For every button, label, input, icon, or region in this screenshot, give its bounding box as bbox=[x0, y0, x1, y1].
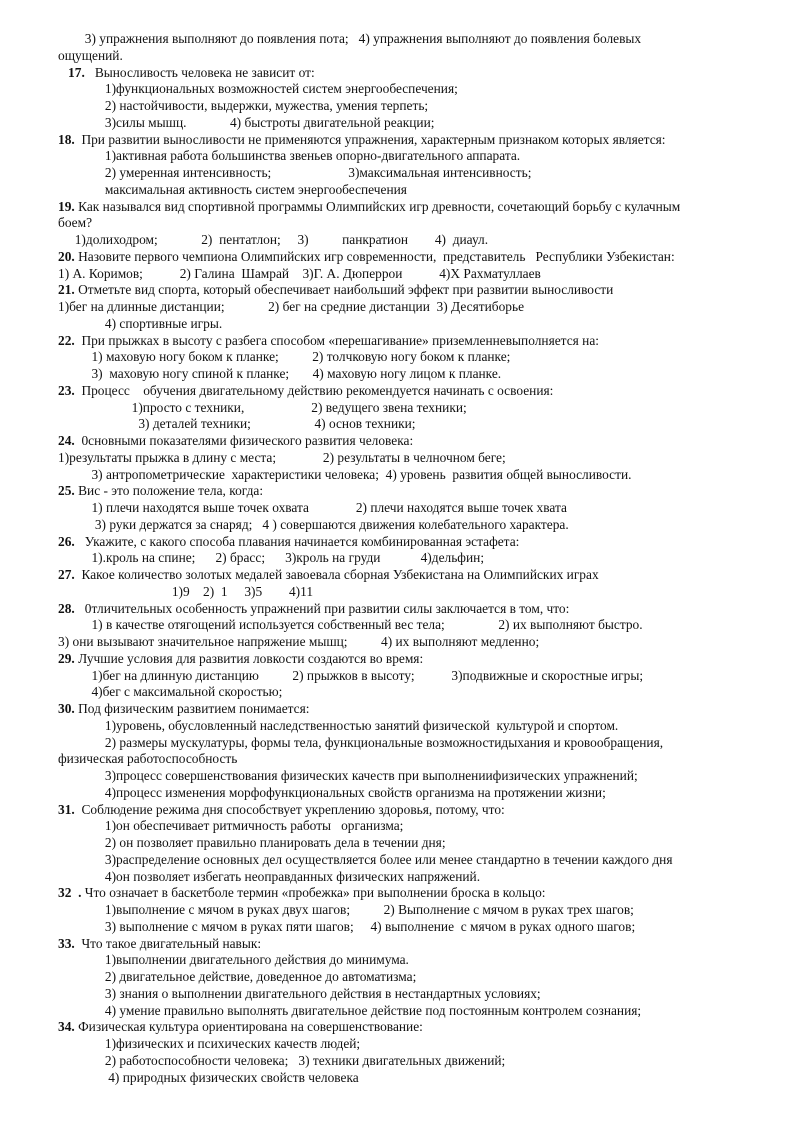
text-line: 4) природных физических свойств человека bbox=[58, 1069, 359, 1085]
text-line: 27. Какое количество золотых медалей завоевала сборная Узбекистана на Олимпийских играх bbox=[58, 567, 599, 582]
question-number: 34. bbox=[58, 1019, 75, 1035]
text-line: 1)активная работа большинства звеньев опорно-двигательного аппарата. bbox=[58, 148, 521, 164]
question-number: 21. bbox=[58, 282, 75, 298]
question-number: 23. bbox=[58, 382, 75, 398]
text-line: 32 . Что означает в баскетболе термин «пробежка» при выполнении броска в кольцо: bbox=[58, 885, 546, 901]
question-number: 30. bbox=[58, 701, 75, 716]
text-line: 22. При прыжках в высоту с разбега способом «перешагивание» приземленневыполняется на: bbox=[58, 332, 599, 348]
text-line: 20. Назовите первого чемпиона Олимпийских игр современности, представитель Республики Узбекистан: bbox=[58, 248, 675, 264]
text-line: 3) руки держатся за снаряд; 4 ) совершаются движения колебательного характера. bbox=[58, 516, 569, 532]
text-line: 3)процесс совершенствования физических качеств при выполнениифизических упражнений; bbox=[58, 768, 638, 783]
text-line: 1)физических и психических качеств людей; bbox=[58, 1036, 361, 1051]
text-line: 4)бег с максимальной скоростью; bbox=[58, 684, 283, 700]
text-line: 1) в качестве отягощений используется собственный вес тела; 2) их выполняют быстро. bbox=[58, 617, 643, 633]
question-number: 27. bbox=[58, 567, 75, 582]
question-number: 20. bbox=[58, 248, 75, 264]
text-line: 4) умение правильно выполнять двигательное действие под постоянным контролем сознания; bbox=[58, 1002, 642, 1018]
text-line: 1)выполнение с мячом в руках двух шагов; 2) Выполнение с мячом в руках трех шагов; bbox=[58, 902, 634, 917]
text-line: боем? bbox=[58, 215, 93, 231]
text-line: 3)силы мышц. 4) быстроты двигательной реакции; bbox=[58, 114, 435, 130]
text-line: 30. Под физическим развитием понимается: bbox=[58, 701, 310, 716]
text-line: 26. Укажите, с какого способа плавания начинается комбинированная эстафета: bbox=[58, 533, 520, 549]
question-number: 28. bbox=[58, 600, 75, 616]
text-line: 2) он позволяет правильно планировать дела в течении дня; bbox=[58, 835, 446, 850]
text-line: 1)9 2) 1 3)5 4)11 bbox=[58, 583, 314, 599]
question-number: 17. bbox=[68, 64, 85, 80]
text-line: 1) А. Коримов; 2) Галина Шамрай 3)Г. А. Дюперрои 4)Х Рахматуллаев bbox=[58, 265, 541, 281]
text-line: 1)долиходром; 2) пентатлон; 3) панкратион 4) диаул. bbox=[58, 232, 489, 247]
text-line: 3) деталей техники; 4) основ техники; bbox=[58, 416, 416, 432]
text-line: 1)уровень, обусловленный наследственностью занятий физической культурой и спортом. bbox=[58, 717, 619, 733]
text-line: 3) упражнения выполняют до появления пота; 4) упражнения выполняют до появления болевых bbox=[58, 31, 642, 46]
text-line: 3) антропометрические характеристики человека; 4) уровень развития общей выносливости. bbox=[58, 466, 632, 482]
question-number: 18. bbox=[58, 131, 75, 147]
question-number: 32 . bbox=[58, 885, 82, 901]
text-line: 28. 0тличительных особенность упражнений при развитии силы заключается в том, что: bbox=[58, 600, 570, 616]
text-line: 2) работоспособности человека; 3) техники двигательных движений; bbox=[58, 1052, 506, 1068]
text-line: 3) знания о выполнении двигательного действия в нестандартных условиях; bbox=[58, 985, 541, 1001]
text-line: 1)бег на длинные дистанции; 2) бег на средние дистанции 3) Десятиборье bbox=[58, 299, 525, 314]
text-line: 1)результаты прыжка в длину с места; 2) результаты в челночном беге; bbox=[58, 449, 506, 465]
text-line: 1)функциональных возможностей систем энергообеспечения; bbox=[58, 81, 458, 97]
text-line: 4)процесс изменения морфофункциональных свойств организма на протяжении жизни; bbox=[58, 784, 606, 800]
text-line: 25. Вис - это положение тела, когда: bbox=[58, 483, 264, 499]
text-line: 17. Выносливость человека не зависит от: bbox=[68, 64, 315, 80]
text-line: физическая работоспособность bbox=[58, 751, 238, 767]
text-line: 33. Что такое двигательный навык: bbox=[58, 935, 262, 951]
text-line: ощущений. bbox=[58, 47, 123, 63]
text-line: 3) они вызывают значительное напряжение мышц; 4) их выполняют медленно; bbox=[58, 634, 540, 649]
text-line: 29. Лучшие условия для развития ловкости создаются во время: bbox=[58, 650, 424, 666]
text-line: 34. Физическая культура ориентирована на совершенствование: bbox=[58, 1019, 423, 1035]
question-number: 22. bbox=[58, 332, 75, 348]
text-line: 1)бег на длинную дистанцию 2) прыжков в высоту; 3)подвижные и скоростные игры; bbox=[58, 667, 644, 683]
text-line: 2) двигательное действие, доведенное до автоматизма; bbox=[58, 969, 417, 984]
text-line: максимальная активность систем энергообеспечения bbox=[58, 181, 407, 197]
text-line: 23. Процесс обучения двигательному действию рекомендуется начинать с освоения: bbox=[58, 382, 554, 398]
text-line: 3)распределение основных дел осуществляется более или менее стандартно в течении каждого дня bbox=[58, 851, 673, 867]
text-line: 1) маховую ногу боком к планке; 2) толчковую ногу боком к планке; bbox=[58, 349, 511, 365]
text-line: 24. 0сновными показателями физического развития человека: bbox=[58, 433, 414, 448]
text-line: 1) плечи находятся выше точек охвата 2) плечи находятся выше точек хвата bbox=[58, 500, 567, 515]
text-line: 19. Как назывался вид спортивной программы Олимпийских игр древности, сочетающий борьбу с кулачным bbox=[58, 198, 681, 214]
text-line: 4) спортивные игры. bbox=[58, 315, 223, 331]
text-line: 21. Отметьте вид спорта, который обеспечивает наибольший эффект при развитии выносливости bbox=[58, 282, 614, 298]
text-line: 4)он позволяет избегать неоправданных физических напряжений. bbox=[58, 868, 481, 884]
text-line: 3) маховую ногу спиной к планке; 4) маховую ногу лицом к планке. bbox=[58, 366, 502, 381]
text-line: 18. При развитии выносливости не применяются упражнения, характерным признаком которых является: bbox=[58, 131, 666, 147]
text-line: 2) настойчивости, выдержки, мужества, умения терпеть; bbox=[58, 98, 429, 113]
text-line: 1).кроль на спине; 2) брасс; 3)кроль на груди 4)дельфин; bbox=[58, 550, 485, 566]
question-number: 29. bbox=[58, 650, 75, 666]
text-line: 31. Соблюдение режима дня способствует укреплению здоровья, потому, что: bbox=[58, 801, 505, 817]
text-line: 2) умеренная интенсивность; 3)максимальная интенсивность; bbox=[58, 165, 532, 180]
question-number: 24. bbox=[58, 433, 75, 448]
text-line: 1)просто с техники, 2) ведущего звена техники; bbox=[58, 399, 467, 415]
text-line: 3) выполнение с мячом в руках пяти шагов; 4) выполнение с мячом в руках одного шагов; bbox=[58, 918, 636, 934]
question-number: 19. bbox=[58, 198, 75, 214]
text-line: 1)он обеспечивает ритмичность работы организма; bbox=[58, 818, 404, 834]
text-line: 1)выполнении двигательного действия до минимума. bbox=[58, 952, 409, 968]
text-line: 2) размеры мускулатуры, формы тела, функциональные возможностидыхания и кровообращения, bbox=[58, 734, 664, 750]
question-number: 26. bbox=[58, 533, 75, 549]
question-number: 33. bbox=[58, 935, 75, 951]
question-number: 31. bbox=[58, 801, 75, 817]
question-number: 25. bbox=[58, 483, 75, 499]
